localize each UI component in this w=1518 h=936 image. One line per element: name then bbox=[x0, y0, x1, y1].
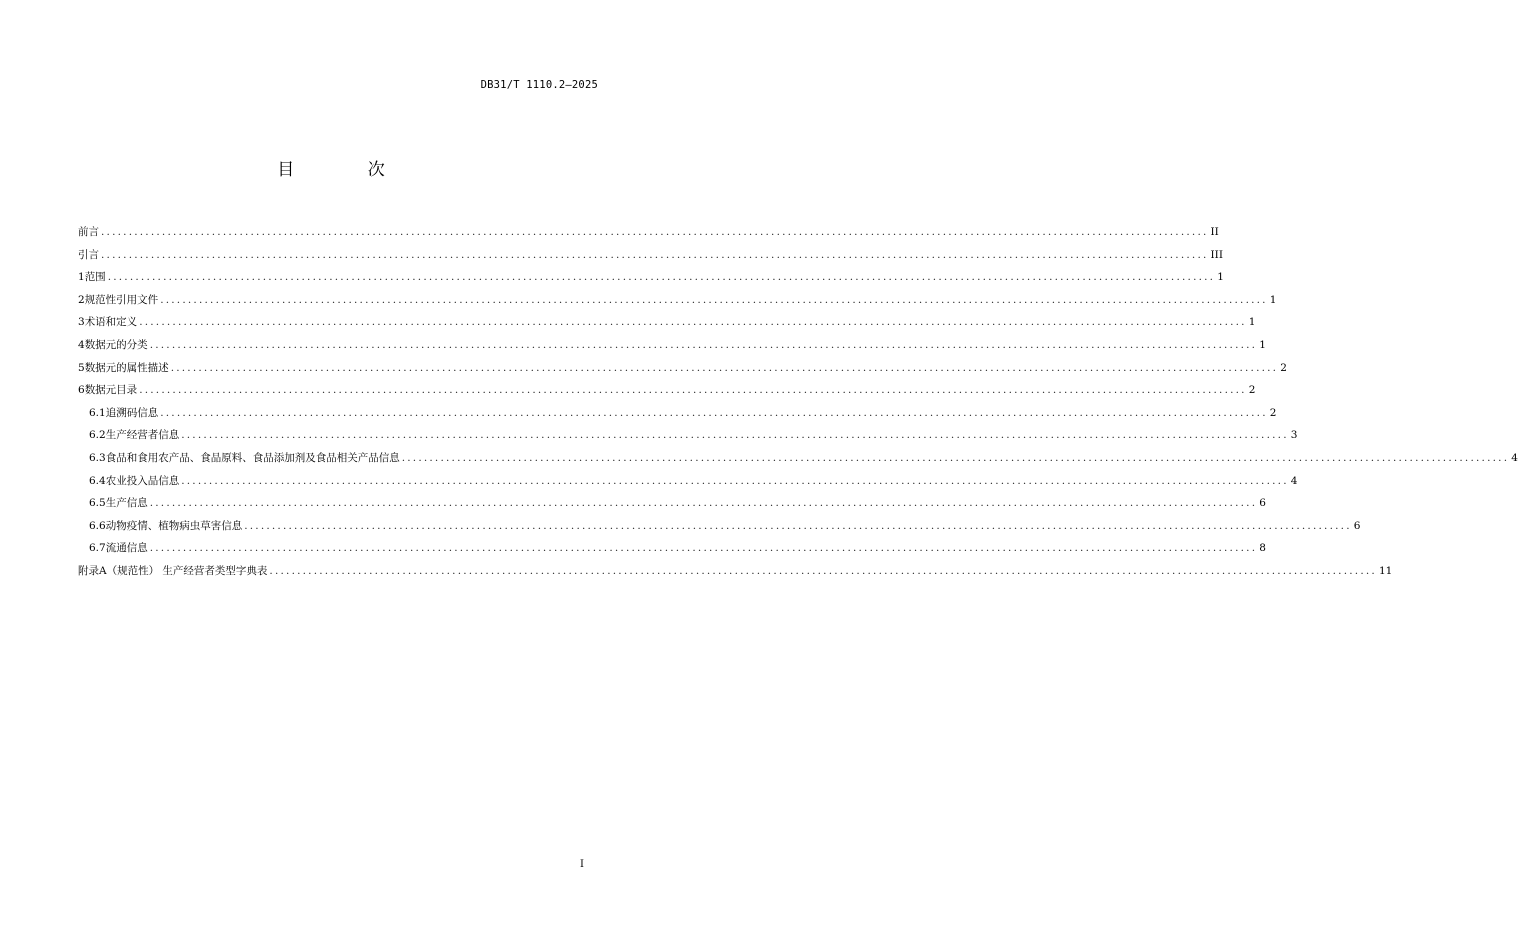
toc-entry-label: 生产经营者信息 bbox=[105, 429, 180, 442]
toc-leader-dots: ........................................................................................................................................................................................................ bbox=[139, 384, 1247, 397]
toc-entry[interactable] bbox=[78, 537, 1266, 560]
toc-entry-page: 3 bbox=[1290, 429, 1298, 442]
toc-entry-label: 农业投入品信息 bbox=[105, 474, 180, 487]
toc-leader-dots: ........................................................................................................................................................................................................ bbox=[170, 361, 1279, 374]
toc-entry-number: 6.3 bbox=[89, 451, 106, 464]
toc-entry-number: 1 bbox=[78, 271, 85, 284]
toc-entry-number: 6.6 bbox=[89, 519, 106, 532]
toc-entry[interactable] bbox=[78, 379, 1256, 402]
toc-leader-dots: ........................................................................................................................................................................................................ bbox=[107, 271, 1216, 284]
toc-entry-number: 4 bbox=[78, 338, 85, 351]
toc-entry[interactable] bbox=[78, 221, 1219, 244]
toc-entry-label: 范围 bbox=[84, 271, 106, 284]
page-number: I bbox=[580, 859, 584, 870]
toc-entry[interactable] bbox=[78, 515, 1361, 538]
toc-entry-page: 2 bbox=[1280, 361, 1287, 374]
toc-leader-dots: ........................................................................................................................................................................................................ bbox=[181, 474, 1289, 487]
toc-leader-dots: ........................................................................................................................................................................................................ bbox=[401, 451, 1510, 464]
toc-leader-dots: ........................................................................................................................................................................................................ bbox=[160, 406, 1268, 419]
toc-entry-label: 数据元目录 bbox=[84, 384, 138, 397]
toc-leader-dots: ........................................................................................................................................................................................................ bbox=[269, 564, 1377, 577]
toc-entry-page: 8 bbox=[1259, 542, 1266, 555]
toc-entry-page: 11 bbox=[1378, 564, 1393, 577]
toc-entry-label: 生产信息 bbox=[105, 497, 148, 510]
toc-entry-label: 数据元的属性描述 bbox=[84, 361, 169, 374]
toc-entry-number: 2 bbox=[78, 293, 85, 306]
toc-entry-page: 1 bbox=[1259, 338, 1266, 351]
toc-leader-dots: ........................................................................................................................................................................................................ bbox=[244, 519, 1352, 532]
toc-entry-label: 引言 bbox=[78, 248, 99, 261]
document-code: DB31/T 1110.2—2025 bbox=[480, 79, 598, 91]
table-of-contents bbox=[78, 221, 1518, 583]
toc-title: 目 次 bbox=[277, 160, 419, 180]
toc-entry-number: 6.7 bbox=[89, 542, 106, 555]
toc-entry-label: 规范性引用文件 bbox=[84, 293, 159, 306]
toc-leader-dots: ........................................................................................................................................................................................................ bbox=[139, 316, 1247, 329]
toc-entry-label: 前言 bbox=[78, 226, 99, 238]
toc-leader-dots: ........................................................................................................................................................................................................ bbox=[149, 497, 1258, 510]
toc-entry-page: 2 bbox=[1248, 384, 1256, 397]
toc-leader-dots: ........................................................................................................................................................................................................ bbox=[149, 338, 1258, 351]
toc-entry[interactable] bbox=[78, 470, 1298, 493]
toc-entry-label: 附录A（规范性） 生产经营者类型字典表 bbox=[78, 564, 268, 577]
toc-entry[interactable] bbox=[78, 311, 1256, 334]
toc-entry-label: 数据元的分类 bbox=[84, 338, 148, 351]
toc-leader-dots: ........................................................................................................................................................................................................ bbox=[181, 429, 1289, 442]
toc-leader-dots: ........................................................................................................................................................................................................ bbox=[101, 248, 1209, 261]
toc-entry-number: 6.2 bbox=[89, 429, 106, 442]
toc-entry-page: 6 bbox=[1353, 519, 1361, 532]
toc-entry-label: 追溯码信息 bbox=[105, 406, 159, 419]
toc-entry-page: 6 bbox=[1259, 497, 1266, 510]
toc-entry[interactable] bbox=[78, 266, 1224, 289]
toc-entry-label: 动物疫情、植物病虫草害信息 bbox=[105, 519, 243, 532]
toc-entry[interactable] bbox=[78, 424, 1298, 447]
toc-entry[interactable] bbox=[78, 289, 1277, 312]
toc-entry-page: III bbox=[1210, 248, 1223, 261]
toc-entry-page: 1 bbox=[1217, 271, 1224, 284]
toc-entry[interactable] bbox=[78, 334, 1266, 357]
toc-entry-number: 6.1 bbox=[89, 406, 106, 419]
toc-entry-number: 3 bbox=[78, 316, 85, 329]
toc-entry-page: 4 bbox=[1290, 474, 1298, 487]
toc-leader-dots: ........................................................................................................................................................................................................ bbox=[101, 226, 1209, 238]
toc-leader-dots: ........................................................................................................................................................................................................ bbox=[149, 542, 1258, 555]
toc-entry-page: 1 bbox=[1269, 293, 1277, 306]
toc-entry-label: 食品和食用农产品、食品原料、食品添加剂及食品相关产品信息 bbox=[105, 451, 400, 464]
toc-entry[interactable] bbox=[78, 447, 1518, 470]
toc-entry-page: 1 bbox=[1248, 316, 1256, 329]
toc-entry-page: II bbox=[1210, 226, 1219, 238]
toc-entry[interactable] bbox=[78, 357, 1287, 380]
toc-entry-label: 术语和定义 bbox=[84, 316, 138, 329]
toc-entry-number: 5 bbox=[78, 361, 85, 374]
toc-entry-number: 6.5 bbox=[89, 497, 106, 510]
toc-entry-page: 2 bbox=[1269, 406, 1277, 419]
toc-entry[interactable] bbox=[78, 492, 1266, 515]
toc-leader-dots: ........................................................................................................................................................................................................ bbox=[160, 293, 1268, 306]
toc-entry-label: 流通信息 bbox=[105, 542, 148, 555]
toc-entry[interactable] bbox=[78, 402, 1277, 425]
toc-entry-page: 4 bbox=[1511, 451, 1518, 464]
toc-entry[interactable] bbox=[78, 244, 1223, 267]
toc-entry-number: 6 bbox=[78, 384, 85, 397]
toc-entry[interactable] bbox=[78, 560, 1393, 583]
toc-entry-number: 6.4 bbox=[89, 474, 106, 487]
